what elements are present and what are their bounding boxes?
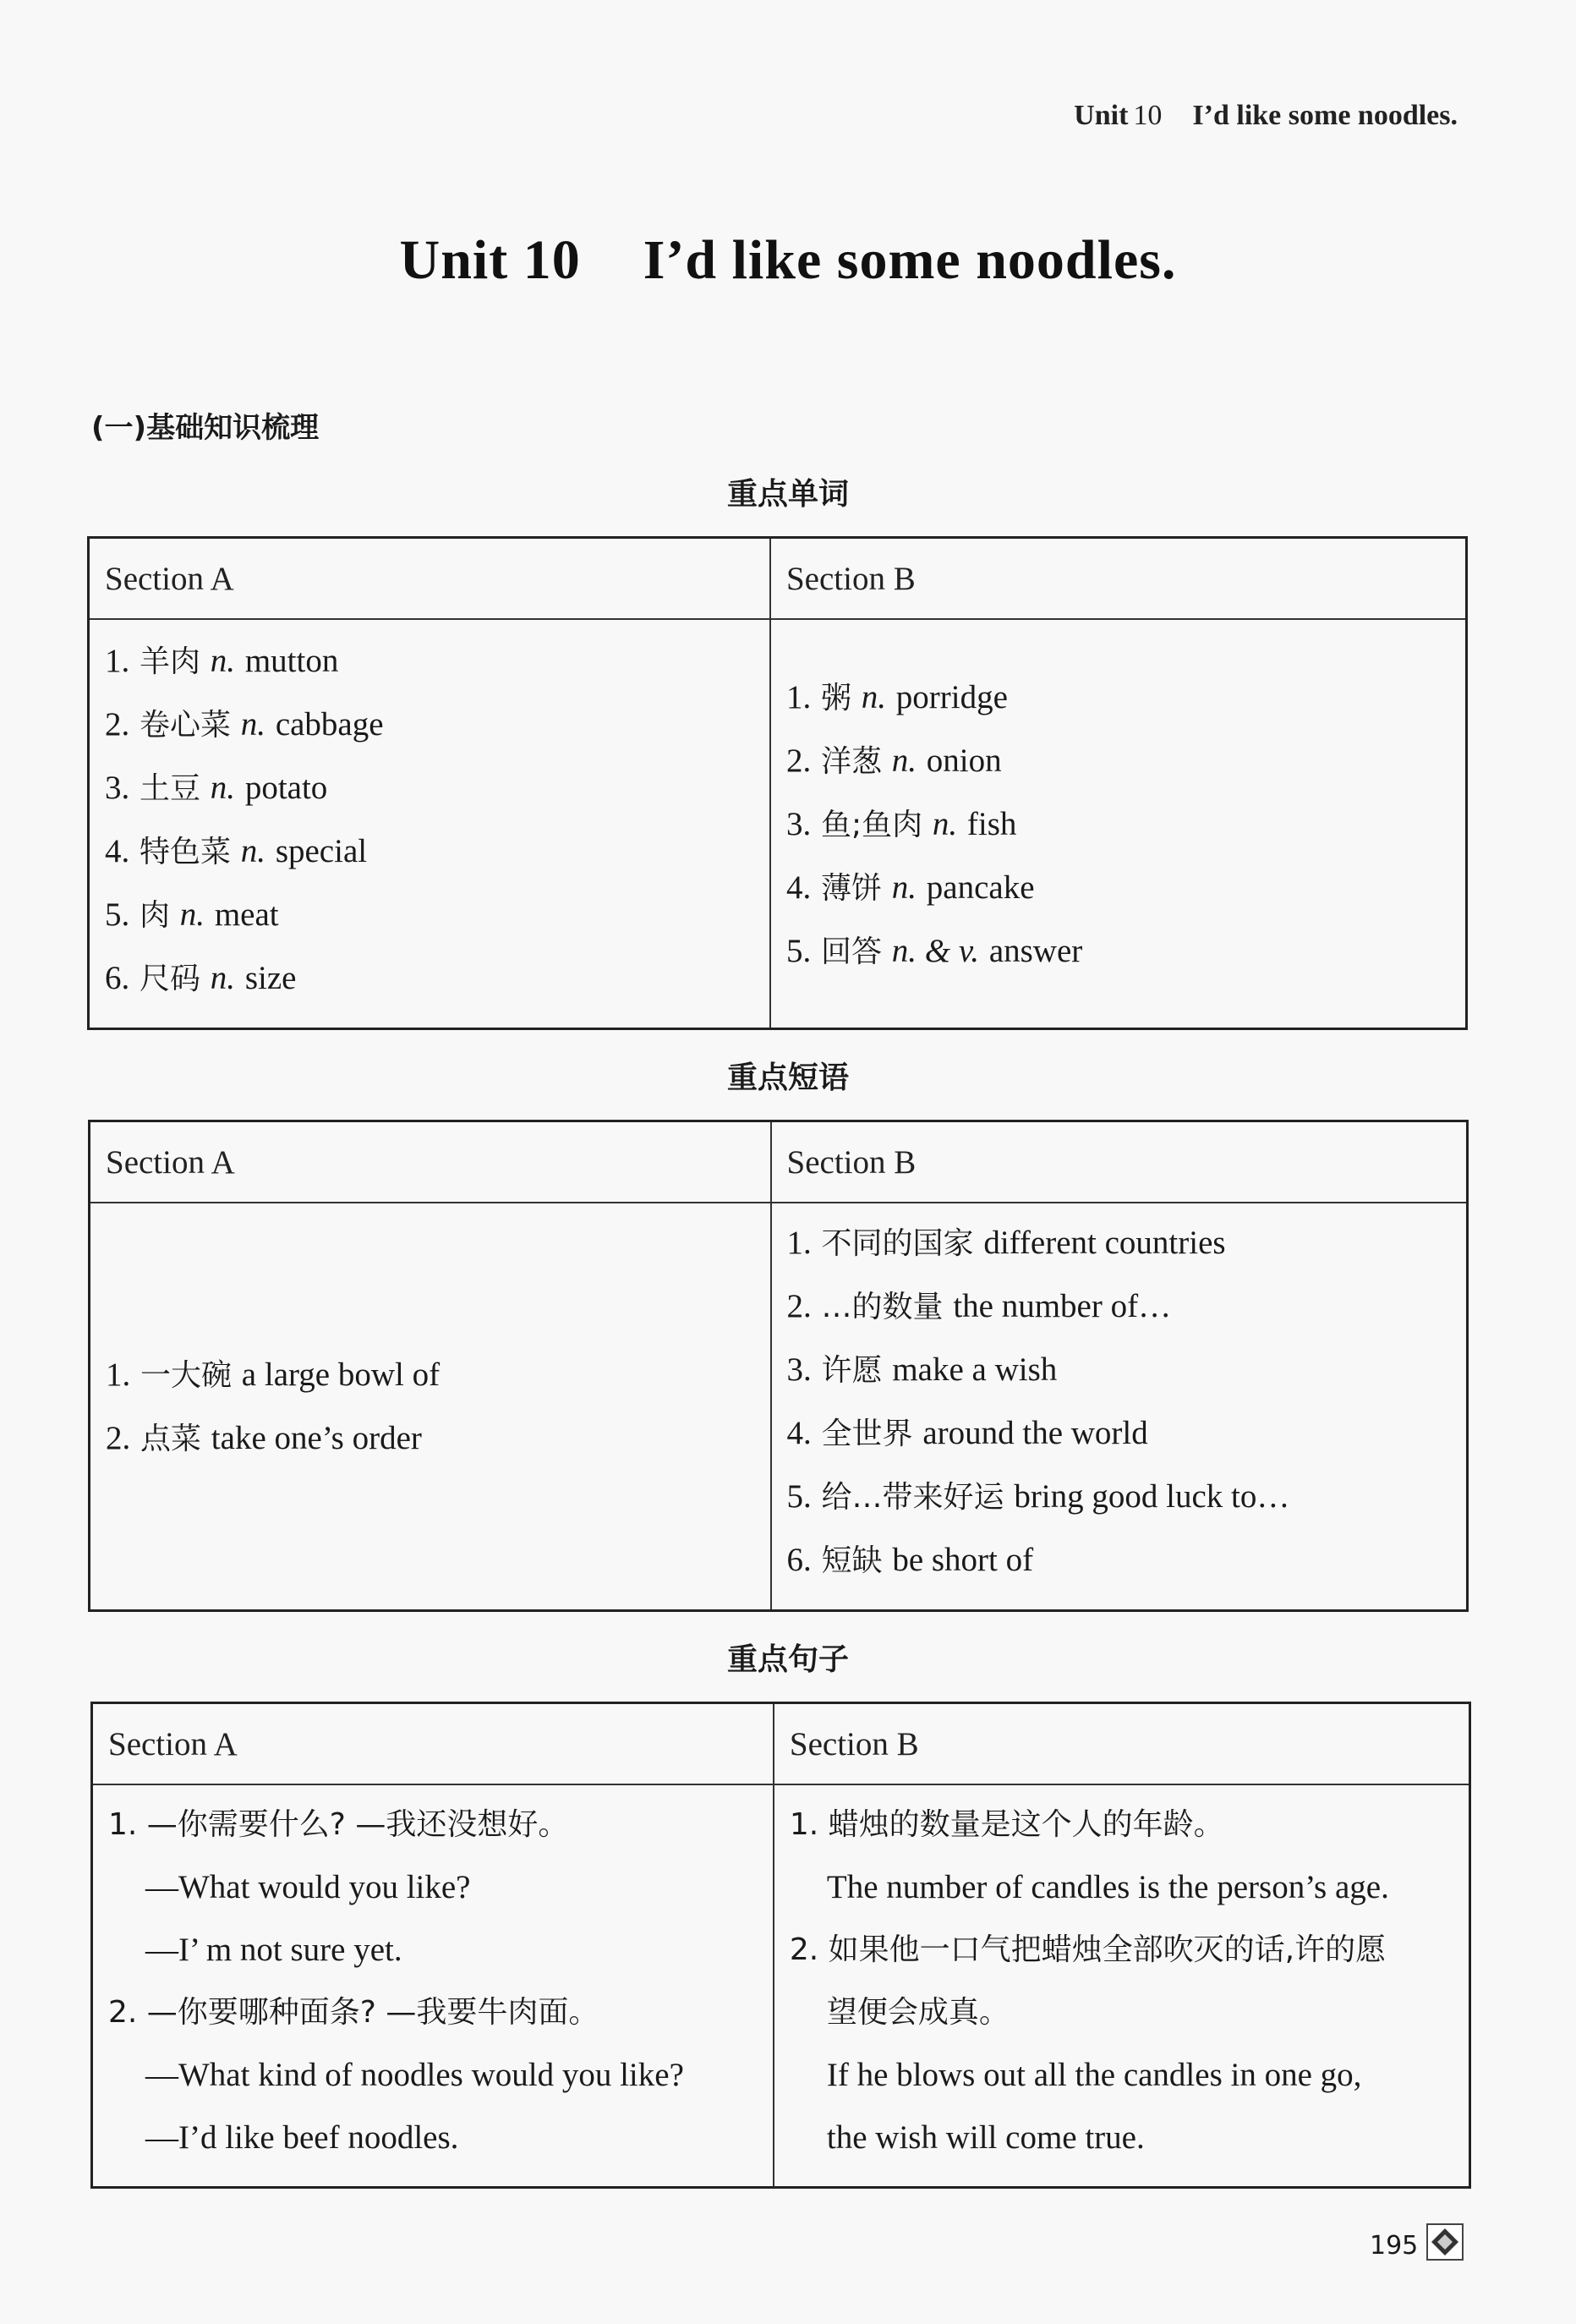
- phrase-a-num: 1.: [106, 1357, 131, 1393]
- vocab-b-cn: 洋葱: [821, 743, 883, 779]
- vocab-b-en: pancake: [926, 869, 1035, 906]
- vocab-b-item: [786, 793, 1450, 857]
- phrase-b-en: the number of…: [953, 1288, 1172, 1324]
- sentence-a1-en2: —I’ m not sure yet.: [145, 1932, 402, 1968]
- vocab-a-cn: 土豆: [140, 771, 201, 806]
- sentence-b1-en: The number of candles is the person’s age.: [826, 1869, 1389, 1905]
- vocab-a-cn: 肉: [140, 898, 171, 933]
- vocab-b-item: [786, 666, 1450, 730]
- vocab-a-item: [105, 757, 754, 820]
- vocab-b-pos: n.: [932, 805, 958, 842]
- vocab-b-item: [786, 730, 1450, 793]
- phrase-b-en: around the world: [922, 1415, 1148, 1451]
- vocab-b-item: [786, 920, 1450, 984]
- phrases-heading: 重点短语: [726, 1061, 849, 1095]
- vocab-b-en: onion: [926, 742, 1002, 779]
- phrase-b-item: [787, 1339, 1451, 1402]
- vocab-b-num: 5.: [785, 932, 812, 969]
- sentence-b2-cn1: 2. 如果他一口气把蜡烛全部吹灭的话,许的愿: [789, 1932, 1387, 1967]
- sentence-a1-cn: 1. —你需要什么? —我还没想好。: [108, 1807, 569, 1842]
- sentences-heading: 重点句子: [726, 1642, 849, 1677]
- vocab-a-num: 2.: [105, 706, 130, 743]
- vocab-b-num: 3.: [785, 805, 812, 842]
- vocab-a-pos: n.: [210, 960, 236, 996]
- phrase-b-num: 4.: [786, 1415, 812, 1451]
- sentence-a1-en1: —What would you like?: [145, 1869, 471, 1905]
- phrase-b-item: [787, 1529, 1451, 1592]
- phrases-b-cell: [771, 1203, 1468, 1611]
- phrase-b-en: bring good luck to…: [1014, 1478, 1290, 1515]
- sentence-a2-en1: —What kind of noodles would you like?: [145, 2057, 684, 2093]
- phrase-b-num: 1.: [786, 1225, 812, 1261]
- vocab-b-cn: 粥: [821, 680, 852, 715]
- sentence-b2-en1: If he blows out all the candles in one go,: [826, 2057, 1362, 2093]
- sentence-a2-en2: —I’d like beef noodles.: [145, 2119, 459, 2156]
- vocab-a-pos: n.: [240, 706, 266, 743]
- phrase-a-num: 2.: [106, 1420, 131, 1456]
- phrase-b-item: [787, 1402, 1451, 1466]
- phrases-table: [88, 1120, 1469, 1612]
- running-head-unit-num: 10: [1133, 100, 1163, 131]
- vocab-b-pos: n. & v.: [891, 932, 980, 969]
- vocab-b-en: fish: [966, 805, 1017, 842]
- sentences-a-cell: [92, 1784, 774, 2188]
- phrase-b-cn: 许愿: [821, 1353, 883, 1388]
- vocab-a-cn: 特色菜: [140, 835, 232, 869]
- phrase-a-en: take one’s order: [211, 1420, 422, 1456]
- vocab-b-cn: 回答: [821, 934, 883, 969]
- vocab-a-num: 4.: [105, 833, 130, 869]
- phrase-b-item: [787, 1212, 1451, 1275]
- phrase-a-cn: 点菜: [140, 1422, 202, 1456]
- vocab-col-b: Section B: [770, 538, 1467, 620]
- vocab-a-cell: [89, 619, 770, 1029]
- section-label: (一)基础知识梳理: [91, 411, 320, 445]
- vocab-b-en: porridge: [895, 678, 1008, 715]
- vocab-a-item: [105, 630, 754, 693]
- phrase-b-en: be short of: [892, 1542, 1034, 1578]
- vocab-b-cn: 薄饼: [821, 870, 883, 906]
- sentence-b2-en2: the wish will come true.: [826, 2119, 1145, 2156]
- title-unit: Unit 10: [399, 229, 581, 291]
- title-text: I’d like some noodles.: [643, 229, 1177, 291]
- vocab-a-pos: n.: [210, 770, 236, 806]
- page-number: 195: [1370, 2231, 1419, 2261]
- phrase-a-item: [106, 1407, 755, 1471]
- vocab-table: [87, 536, 1468, 1030]
- phrase-b-item: [787, 1275, 1451, 1339]
- sentences-col-b: Section B: [774, 1703, 1470, 1785]
- phrase-b-en: different countries: [983, 1225, 1226, 1261]
- vocab-a-cn: 尺码: [140, 962, 201, 996]
- sentence-b1-cn: 1. 蜡烛的数量是这个人的年龄。: [789, 1807, 1224, 1842]
- vocab-a-en: size: [244, 960, 297, 996]
- vocab-a-en: mutton: [244, 643, 339, 679]
- phrases-col-b: Section B: [771, 1121, 1468, 1203]
- phrase-a-item: [106, 1344, 755, 1407]
- running-head-title: I’d like some noodles.: [1192, 100, 1458, 131]
- phrase-b-cn: …的数量: [821, 1290, 944, 1324]
- phrase-b-num: 2.: [786, 1288, 812, 1324]
- vocab-a-num: 1.: [105, 643, 130, 679]
- vocab-a-pos: n.: [210, 643, 236, 679]
- vocab-a-item: [105, 884, 754, 947]
- vocab-a-item: [105, 820, 754, 884]
- vocab-a-en: special: [275, 833, 368, 869]
- phrase-b-num: 6.: [786, 1542, 812, 1578]
- phrase-b-num: 5.: [786, 1478, 812, 1515]
- running-head-unit: Unit: [1074, 100, 1129, 131]
- phrase-b-cn: 短缺: [821, 1543, 883, 1578]
- vocab-b-num: 1.: [785, 678, 812, 715]
- phrases-a-cell: [90, 1203, 771, 1611]
- phrase-a-cn: 一大碗: [140, 1358, 233, 1393]
- phrase-a-en: a large bowl of: [241, 1357, 441, 1393]
- vocab-a-pos: n.: [240, 833, 266, 869]
- vocab-a-num: 5.: [105, 896, 130, 933]
- vocab-b-item: [786, 857, 1450, 920]
- sentence-a2-cn: 2. —你要哪种面条? —我要牛肉面。: [108, 1995, 599, 2030]
- diamond-page-icon: [1426, 2223, 1464, 2261]
- vocab-b-pos: n.: [891, 869, 917, 906]
- vocab-a-num: 3.: [105, 770, 130, 806]
- vocab-col-a: Section A: [89, 538, 770, 620]
- vocab-b-pos: n.: [861, 678, 887, 715]
- vocab-b-pos: n.: [891, 742, 917, 779]
- running-head: [1074, 100, 1458, 132]
- vocab-a-item: [105, 947, 754, 1011]
- vocab-a-cn: 卷心菜: [140, 708, 232, 743]
- phrase-b-cn: 不同的国家: [821, 1226, 974, 1261]
- vocab-a-en: potato: [244, 770, 328, 806]
- phrase-b-cn: 给…带来好运: [821, 1480, 1004, 1515]
- phrase-b-en: make a wish: [892, 1351, 1058, 1388]
- vocab-a-item: [105, 693, 754, 757]
- phrases-col-a: Section A: [90, 1121, 771, 1203]
- vocab-b-en: answer: [988, 932, 1083, 969]
- vocab-heading: 重点单词: [726, 477, 849, 512]
- vocab-b-cell: [770, 619, 1467, 1029]
- vocab-a-cn: 羊肉: [140, 644, 201, 679]
- phrase-b-cn: 全世界: [821, 1417, 913, 1451]
- vocab-a-en: meat: [214, 896, 279, 933]
- sentence-b2-cn2: 望便会成真。: [826, 1995, 1010, 2030]
- sentences-table: [90, 1702, 1471, 2189]
- vocab-b-num: 2.: [785, 742, 812, 779]
- phrase-b-num: 3.: [786, 1351, 812, 1388]
- vocab-b-num: 4.: [785, 869, 812, 906]
- vocab-a-en: cabbage: [275, 706, 384, 743]
- sentences-col-a: Section A: [92, 1703, 774, 1785]
- sentences-b-cell: [774, 1784, 1470, 2188]
- vocab-b-cn: 鱼;鱼肉: [821, 807, 923, 842]
- vocab-a-pos: n.: [179, 896, 205, 933]
- vocab-a-num: 6.: [105, 960, 130, 996]
- page-title: [0, 228, 1576, 293]
- phrase-b-item: [787, 1466, 1451, 1529]
